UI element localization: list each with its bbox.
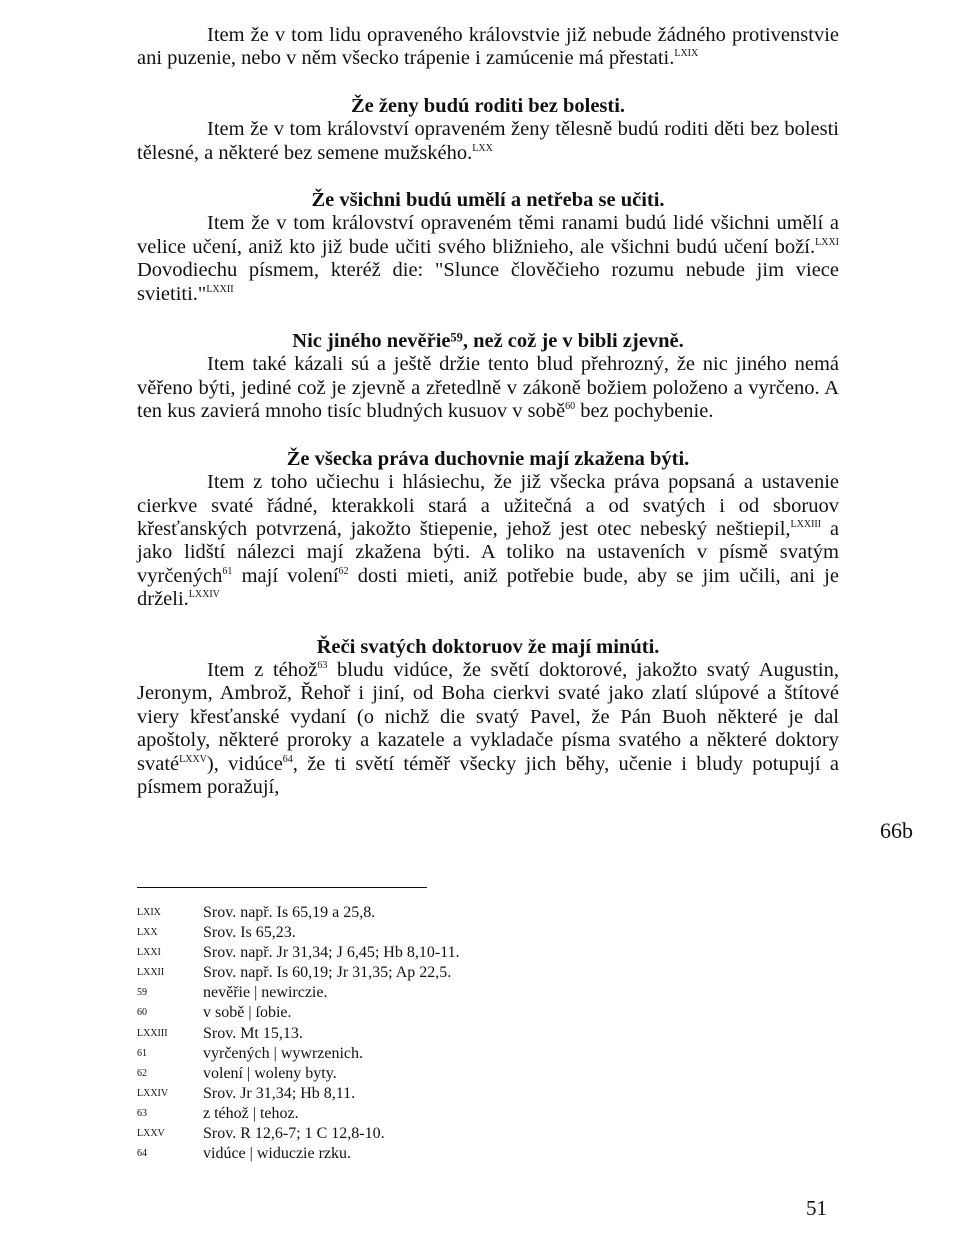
- paragraph: [137, 118, 839, 165]
- footnote-row: [137, 1084, 460, 1104]
- footnote-text: Srov. R 12,6-7; 1 C 12,8-10.: [203, 1125, 385, 1143]
- paragraph: [137, 659, 839, 799]
- paragraph-text: mají volení: [232, 564, 339, 587]
- section-heading: Řeči svatých doktoruov že mají minúti.: [316, 635, 660, 658]
- footnote-text: v sobě | ſobie.: [203, 1004, 292, 1022]
- paragraph: [137, 24, 839, 71]
- paragraph-text: bludu vidúce, že světí doktorové, jakožto svatý Augustin, Jeronym, Ambrož, Řehoř i jiní, od Boha cierkvi svaté jako zlatí slúpové a štítové viery křesťanské vydaní (o nichž die svatý Pavel, že Pán Buoh některé je dal apoštoly, některé proroky a kazatele a vykladače písma svatého a některé doktory svaté: [137, 658, 840, 775]
- footnote-text: z téhož | tehoz.: [203, 1104, 299, 1122]
- footnote-separator: [137, 887, 427, 888]
- footnote-row: [137, 1064, 460, 1084]
- footnote-text: Srov. Is 65,23.: [203, 924, 296, 942]
- footnote-row: [137, 963, 460, 983]
- footnote-row: [137, 1003, 460, 1023]
- footnote-mark: 63: [137, 1107, 147, 1119]
- footnote-row: [137, 1104, 460, 1124]
- section-heading: Že všecka práva duchovnie mají zkažena býti.: [286, 447, 690, 470]
- footnote-text: Srov. Jr 31,34; Hb 8,11.: [203, 1084, 356, 1102]
- section-heading: Nic jiného nevěřie⁵⁹, než což je v bibli zjevně.: [292, 330, 684, 353]
- footnote-reference: LXXI: [815, 236, 839, 248]
- footnote-mark: LXXIII: [137, 1027, 168, 1039]
- footnote-reference: LXX: [472, 142, 493, 154]
- footnote-row: [137, 983, 460, 1003]
- footnote-text: Srov. např. Is 65,19 a 25,8.: [203, 904, 376, 921]
- footnote-mark: 59: [137, 987, 147, 999]
- footnote-mark: 62: [137, 1067, 147, 1079]
- paragraph-text: Item také kázali sú a ještě držie tento blud přehrozný, že nic jiného nemá věřeno býti, jediné což je zjevně a zřetedlně v zákoně božiem položeno a vyrčeno. A ten kus zavierá mnoho tisíc bludných kusuov v sobě: [137, 353, 839, 423]
- paragraph: [137, 212, 839, 306]
- footnote-row: [137, 943, 460, 963]
- paragraph: [137, 471, 839, 611]
- footnote-text: Srov. např. Jr 31,34; J 6,45; Hb 8,10-11.: [203, 944, 460, 962]
- section-heading: Že všichni budú umělí a netřeba se učiti.: [311, 189, 665, 212]
- footnote-reference: LXXV: [179, 753, 207, 765]
- paragraph-text: ), vidúce: [206, 752, 283, 775]
- section-gap: [137, 612, 839, 636]
- footnote-mark: 64: [137, 1148, 147, 1160]
- footnote-row: [137, 923, 460, 943]
- footnote-text: nevěřie | newirczie.: [203, 984, 328, 1002]
- footnote-text: volení | woleny byty.: [203, 1064, 337, 1082]
- main-text: [137, 24, 839, 799]
- paragraph-text: , že ti světí téměř všecky jich běhy, učenie i bludy potupují a písmem poražují,: [137, 752, 839, 798]
- page-number: 51: [806, 1196, 827, 1220]
- footnote-reference: 63: [317, 659, 328, 671]
- footnote-text: vidúce | widuczie rzku.: [203, 1145, 352, 1163]
- section-heading: Že ženy budú roditi bez bolesti.: [350, 94, 626, 117]
- margin-folio-note: 66b: [880, 818, 913, 843]
- footnote-text: Srov. např. Is 60,19; Jr 31,35; Ap 22,5.: [203, 964, 452, 982]
- paragraph-text: Item z téhož: [207, 658, 318, 681]
- paragraph-text: dosti mieti, aniž potřebie bude, aby se jim učili, ani je drželi.: [137, 564, 839, 611]
- footnote-reference: LXXIV: [188, 589, 220, 601]
- paragraph-text: Item že v tom lidu opraveného královstvie již nebude žádného protivenstvie ani puzenie, nebo v něm všecko trápenie i zamúcenie má přestati.: [137, 24, 839, 70]
- footnote-mark: 61: [137, 1047, 147, 1059]
- footnote-reference: 62: [338, 565, 349, 577]
- paragraph-text: Dovodiechu písmem, kteréž die: "Slunce člověčieho rozumu nebude jim viece svietiti.": [137, 259, 839, 305]
- footnote-text: vyrčených | wywrzenich.: [203, 1044, 364, 1062]
- footnote-mark: LXXIV: [137, 1087, 169, 1099]
- footnote-reference: 64: [282, 753, 293, 765]
- section-gap: [137, 71, 839, 95]
- paragraph-text: Item že v tom království opraveném ženy tělesně budú roditi děti bez bolesti tělesné, a některé bez semene mužského.: [137, 118, 839, 164]
- paragraph-text: Item že v tom království opraveném těmi ranami budú lidé všichni umělí a velice učení, aniž kto již bude učiti svého bližnieho, ale všichni budú učení boží.: [137, 212, 839, 258]
- footnote-reference: 60: [565, 401, 576, 413]
- paragraph: [137, 353, 839, 423]
- footnote-reference: LXIX: [674, 48, 699, 60]
- footnote-reference: LXXIII: [790, 518, 822, 530]
- footnotes: [137, 903, 460, 1164]
- section-gap: [137, 424, 839, 448]
- footnote-mark: LXXII: [137, 967, 165, 979]
- footnote-text: Srov. Mt 15,13.: [203, 1024, 303, 1042]
- paragraph-text: Item z toho učiechu i hlásiechu, že již všecka práva popsaná a ustavenie cierkve svaté řádné, kterakkoli stará a užitečná a od svatých i od sboruov křesťanských potvrzená, jakožto štiepenie, jehož jest otec nebeský neštiepil,: [137, 471, 839, 540]
- footnote-mark: 60: [137, 1007, 147, 1019]
- section-gap: [137, 306, 839, 330]
- section-gap: [137, 165, 839, 189]
- footnote-row: [137, 1024, 460, 1044]
- paragraph-text: a jako lidští nálezci mají zkažena býti. A toliko na ustaveních v písmě svatým vyrčených: [137, 517, 839, 587]
- footnote-row: [137, 1144, 460, 1164]
- footnote-mark: LXX: [137, 927, 158, 939]
- paragraph-text: bez pochybenie.: [575, 400, 714, 423]
- footnote-mark: LXXI: [137, 947, 161, 959]
- footnote-reference: 61: [222, 565, 233, 577]
- footnote-reference: LXXII: [206, 283, 234, 295]
- footnote-mark: LXIX: [137, 907, 161, 918]
- footnote-row: [137, 1044, 460, 1064]
- footnote-row: [137, 903, 460, 923]
- footnote-mark: LXXV: [137, 1128, 165, 1140]
- footnote-row: [137, 1124, 460, 1144]
